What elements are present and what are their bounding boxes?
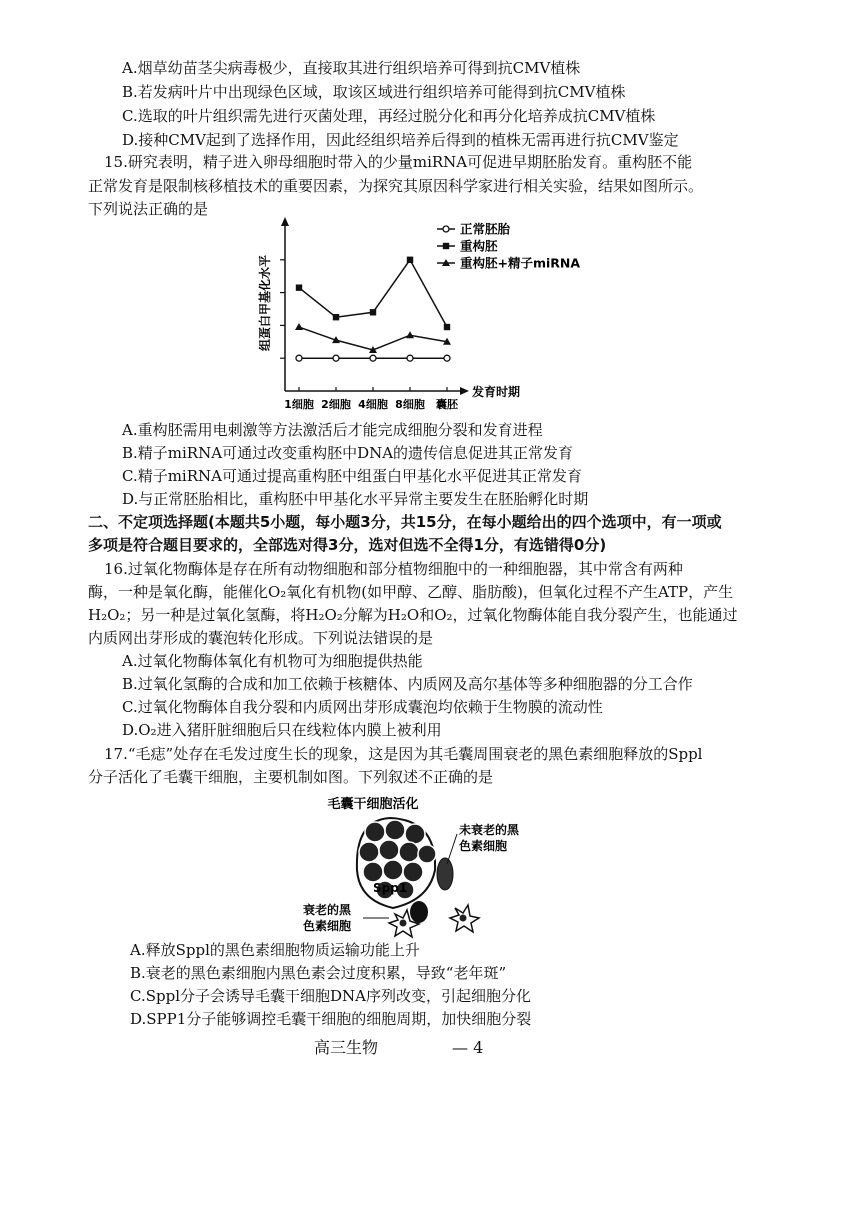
young-melanocyte-label-2: 色素细胞 [459, 839, 508, 853]
x-axis-arrow [460, 387, 469, 395]
legend-label: 重构胚 [460, 238, 498, 254]
q16-stem-1: 16.过氧化物酶体是存在所有动物细胞和部分植物细胞中的一种细胞器，其中常含有两种 [104, 560, 683, 578]
legend-label: 重构胚+精子miRNA [460, 255, 581, 271]
data-point [295, 323, 303, 330]
q16-option-a: A.过氧化物酶体氧化有机物可为细胞提供热能 [122, 652, 423, 670]
stem-cell [405, 824, 425, 844]
methylation-line-chart [255, 215, 615, 415]
stem-cell [418, 845, 436, 863]
data-point [296, 355, 302, 361]
q15-option-d: D.与正常胚胎相比，重构胚中甲基化水平异常主要发生在胚胎孵化时期 [122, 490, 589, 508]
data-point [444, 324, 450, 330]
q17-stem-2: 分子活化了毛囊干细胞，主要机制如图。下列叙述不正确的是 [88, 768, 494, 786]
data-point [443, 226, 449, 232]
data-point [370, 355, 376, 361]
data-point [370, 309, 376, 315]
q17-option-a: A.释放Sppl的黑色素细胞物质运输功能上升 [130, 941, 420, 959]
series-line [299, 260, 447, 327]
data-point [406, 331, 414, 338]
stem-cell [403, 862, 423, 882]
q15-option-a: A.重构胚需用电刺激等方法激活后才能完成细胞分裂和发育进程 [122, 421, 543, 439]
x-axis-label: 发育时期 [472, 385, 521, 399]
young-melanocyte-pointer [447, 834, 457, 864]
data-point [296, 284, 302, 290]
footer-page-number: — 4 [452, 1038, 484, 1057]
q17-stem-1: 17.“毛痣”处存在毛发过度生长的现象，这是因为其毛囊周围衰老的黑色素细胞释放的Sppl [104, 745, 703, 763]
q16-stem-4: 内质网出芽形成的囊泡转化形成。下列说法错误的是 [88, 629, 434, 647]
hair-follicle-figure [295, 790, 565, 940]
x-tick-label-2: 2细胞 [321, 398, 351, 411]
x-tick-label-4: 8细胞 [395, 398, 425, 411]
q17-option-b: B.衰老的黑色素细胞内黑色素会过度积累，导致“老年斑” [130, 964, 507, 982]
q15-stem-1: 15.研究表明，精子进入卵母细胞时带入的少量miRNA可促进早期胚胎发育。重构胚不能 [104, 153, 693, 171]
q14-option-c: C.选取的叶片组织需先进行灭菌处理，再经过脱分化和再分化培养成抗CMV植株 [122, 107, 656, 125]
series-2 [296, 257, 450, 331]
x-tick-label-3: 4细胞 [358, 398, 388, 411]
q14-option-d: D.接种CMV起到了选择作用，因此经组织培养后得到的植株无需再进行抗CMV鉴定 [122, 131, 679, 149]
x-tick-label-5: 囊胚 [436, 398, 458, 411]
footer-subject: 高三生物 [314, 1038, 379, 1057]
stem-cell [363, 862, 383, 882]
q15-stem-2: 正常发育是限制核移植技术的重要因素，为探究其原因科学家进行相关实验，结果如图所示。 [88, 177, 704, 195]
spp1-molecule-blob [410, 901, 428, 923]
young-melanocyte [437, 858, 453, 890]
q16-stem-2: 酶，一种是氧化酶，能催化O₂氧化有机物(如甲醇、乙醇、脂肪酸)，但氧化过程不产生ATP，产生 [88, 583, 734, 601]
legend-item-3 [437, 256, 580, 271]
q16-stem-3: H₂O₂；另一种是过氧化氢酶，将H₂O₂分解为H₂O和O₂，过氧化物酶体能自我分裂产生，也能通过 [88, 606, 738, 624]
data-point [443, 243, 449, 249]
q17-option-d: D.SPP1分子能够调控毛囊干细胞的细胞周期，加快细胞分裂 [130, 1010, 532, 1028]
legend-item-2 [437, 239, 498, 254]
data-point [333, 355, 339, 361]
senescent-melanocyte-label-2: 色素细胞 [303, 919, 352, 933]
senescent-melanocyte-label-1: 衰老的黑 [303, 903, 352, 917]
stem-cell [379, 840, 399, 860]
data-point [333, 314, 339, 320]
figure-title: 毛囊干细胞活化 [327, 797, 419, 812]
legend-item-1 [437, 222, 511, 237]
q16-option-c: C.过氧化物酶体自我分裂和内质网出芽形成囊泡均依赖于生物膜的流动性 [122, 698, 603, 716]
q16-option-b: B.过氧化氢酶的合成和加工依赖于核糖体、内质网及高尔基体等多种细胞器的分工合作 [122, 675, 693, 693]
y-axis-label: 组蛋白甲基化水平 [258, 254, 272, 352]
q17-option-c: C.Sppl分子会诱导毛囊干细胞DNA序列改变，引起细胞分化 [130, 987, 531, 1005]
legend-label: 正常胚胎 [460, 221, 511, 237]
y-axis-arrow [281, 217, 289, 226]
q15-option-c: C.精子miRNA可通过提高重构胚中组蛋白甲基化水平促进其正常发育 [122, 467, 582, 485]
data-point [407, 257, 413, 263]
series-3 [295, 323, 451, 353]
q15-stem-3: 下列说法正确的是 [88, 200, 209, 218]
data-point [444, 355, 450, 361]
stem-cell [359, 842, 379, 862]
data-point [407, 355, 413, 361]
spp1-label: Spp1 [373, 881, 408, 895]
q16-option-d: D.O₂进入猪肝脏细胞后只在线粒体内膜上被利用 [122, 721, 442, 739]
q14-option-b: B.若发病叶片中出现绿色区域，取该区域进行组织培养可能得到抗CMV植株 [122, 83, 626, 101]
q15-option-b: B.精子miRNA可通过改变重构胚中DNA的遗传信息促进其正常发育 [122, 444, 574, 462]
stem-cell [365, 822, 385, 842]
series-1 [296, 355, 450, 361]
section2-heading-2: 多项是符合题目要求的，全部选对得3分，选对但选不全得1分，有选错得0分) [88, 536, 607, 554]
section2-heading-1: 二、不定项选择题(本题共5小题，每小题3分，共15分，在每小题给出的四个选项中，有一项或 [88, 513, 722, 531]
x-tick-label-1: 1细胞 [284, 398, 314, 411]
stem-cell [399, 842, 419, 862]
stem-cell [383, 860, 403, 880]
stem-cell [385, 820, 405, 840]
young-melanocyte-label-1: 未衰老的黑 [459, 823, 520, 837]
q14-option-a: A.烟草幼苗茎尖病毒极少，直接取其进行组织培养可得到抗CMV植株 [122, 59, 581, 77]
senescent-melanocyte-right [450, 905, 479, 932]
